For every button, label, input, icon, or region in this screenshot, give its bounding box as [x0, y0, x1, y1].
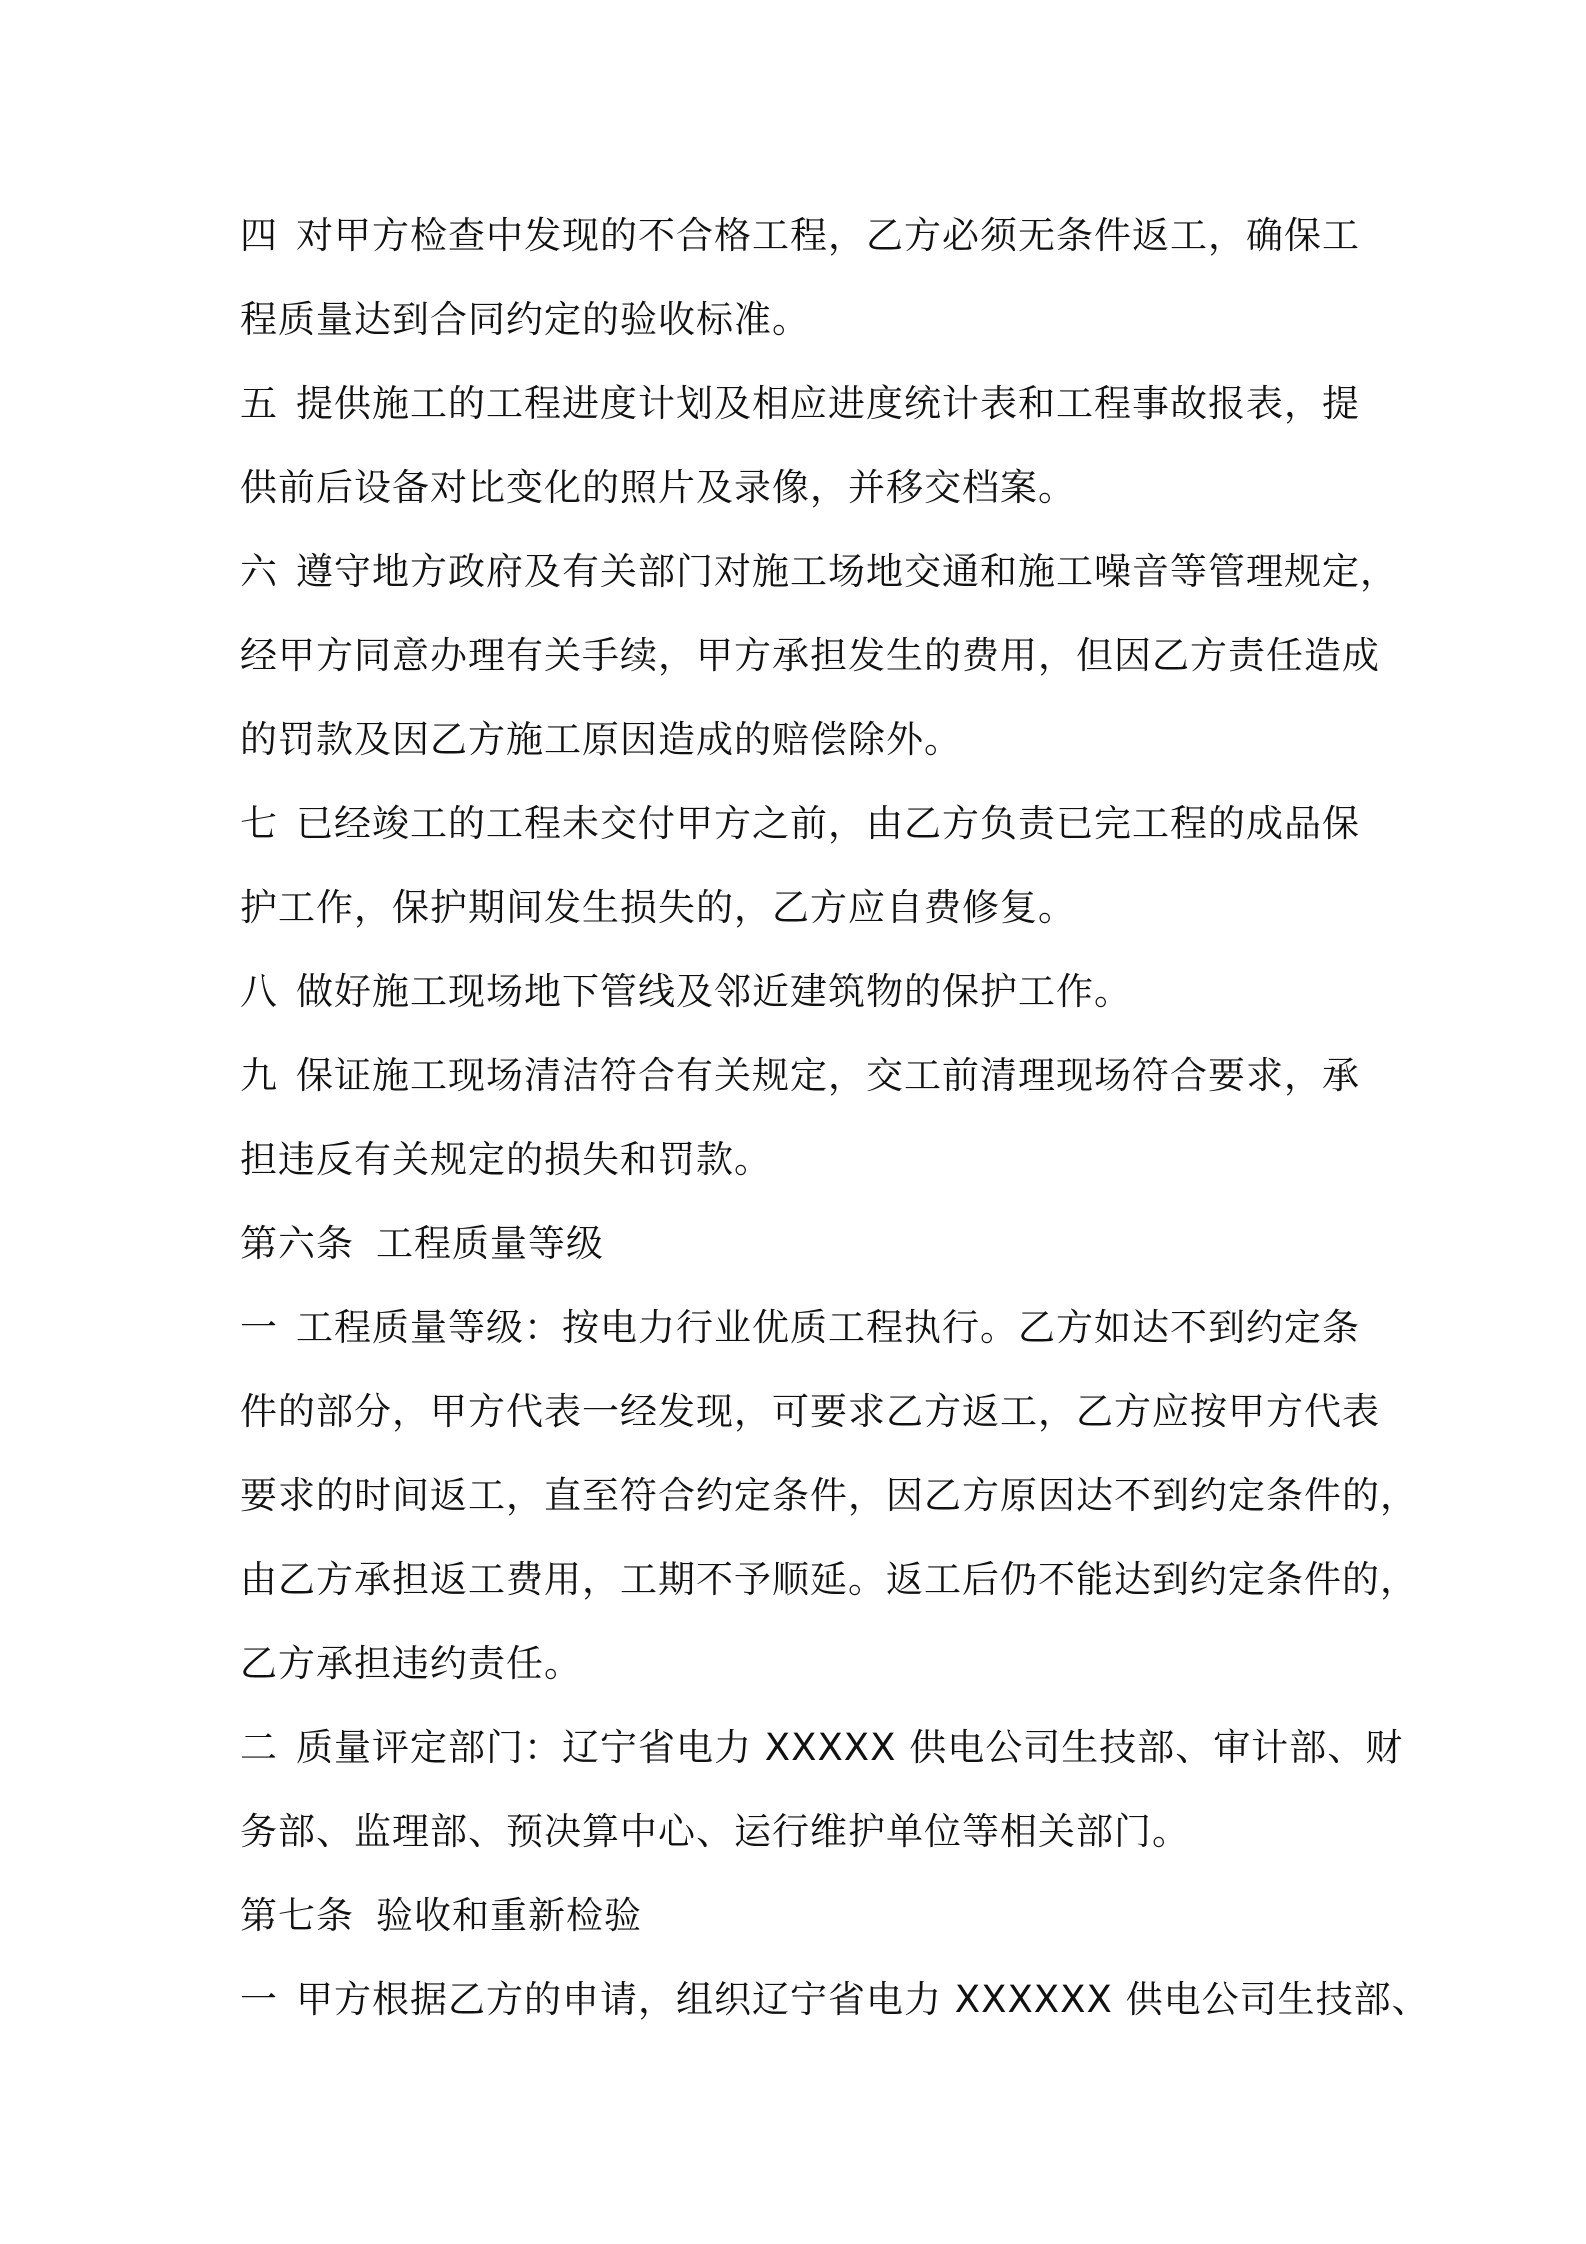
clause-text: 务部、监理部、预决算中心、运行维护单位等相关部门。	[240, 1810, 1190, 1853]
clause-line	[240, 530, 1398, 614]
clause-number: 九	[240, 1054, 278, 1097]
clause-line	[240, 1454, 1418, 1538]
clause-text: 乙方承担违约责任。	[240, 1642, 582, 1685]
clause-text: 遵守地方政府及有关部门对施工场地交通和施工噪音等管理规定，	[296, 550, 1398, 593]
clause-line	[240, 446, 1370, 530]
clause-line	[240, 194, 1370, 278]
clause-text: 由乙方承担返工费用，工期不予顺延。返工后仍不能达到约定条件的，	[240, 1558, 1418, 1601]
clause-line	[240, 1034, 1370, 1118]
clause-line	[240, 1286, 1370, 1370]
clause-text: 做好施工现场地下管线及邻近建筑物的保护工作。	[296, 970, 1132, 1013]
article-title: 验收和重新检验	[376, 1894, 642, 1937]
clause-line	[240, 1622, 1370, 1706]
clause-text: 已经竣工的工程未交付甲方之前，由乙方负责已完工程的成品保	[296, 802, 1360, 845]
clause-text: 质量评定部门：辽宁省电力 XXXXX 供电公司生技部、审计部、财	[296, 1726, 1404, 1769]
clause-text: 要求的时间返工，直至符合约定条件，因乙方原因达不到约定条件的，	[240, 1474, 1418, 1517]
clause-text: 提供施工的工程进度计划及相应进度统计表和工程事故报表，提	[296, 382, 1360, 425]
clause-line	[240, 614, 1380, 698]
clause-line	[240, 1538, 1418, 1622]
clause-text: 保证施工现场清洁符合有关规定，交工前清理现场符合要求，承	[296, 1054, 1360, 1097]
clause-number: 一	[240, 1306, 278, 1349]
clause-text: 担违反有关规定的损失和罚款。	[240, 1138, 772, 1181]
clause-text: 对甲方检查中发现的不合格工程，乙方必须无条件返工，确保工	[296, 214, 1360, 257]
clause-text: 程质量达到合同约定的验收标准。	[240, 298, 810, 341]
clause-line	[240, 1118, 1370, 1202]
clause-text: 护工作，保护期间发生损失的，乙方应自费修复。	[240, 886, 1076, 929]
clause-number: 八	[240, 970, 278, 1013]
clause-number: 六	[240, 550, 278, 593]
clause-number: 五	[240, 382, 278, 425]
article-heading	[240, 1202, 1370, 1286]
clause-line	[240, 782, 1370, 866]
article-title: 工程质量等级	[376, 1222, 604, 1265]
clause-text: 的罚款及因乙方施工原因造成的赔偿除外。	[240, 718, 962, 761]
clause-text: 件的部分，甲方代表一经发现，可要求乙方返工，乙方应按甲方代表	[240, 1390, 1380, 1433]
article-heading	[240, 1874, 1370, 1958]
clause-line	[240, 1370, 1380, 1454]
clause-line	[240, 1958, 1430, 2042]
clause-text: 经甲方同意办理有关手续，甲方承担发生的费用，但因乙方责任造成	[240, 634, 1380, 677]
clause-line	[240, 698, 1370, 782]
clause-line	[240, 362, 1370, 446]
article-number: 第七条	[240, 1894, 354, 1937]
document-body	[240, 194, 1430, 2042]
clause-number: 一	[240, 1978, 278, 2021]
article-number: 第六条	[240, 1222, 354, 1265]
clause-line	[240, 1790, 1370, 1874]
clause-line	[240, 950, 1370, 1034]
clause-line	[240, 866, 1370, 950]
clause-line	[240, 278, 1370, 362]
clause-number: 二	[240, 1726, 278, 1769]
clause-text: 供前后设备对比变化的照片及录像，并移交档案。	[240, 466, 1076, 509]
clause-text: 甲方根据乙方的申请，组织辽宁省电力 XXXXXX 供电公司生技部、	[296, 1978, 1430, 2021]
clause-number: 七	[240, 802, 278, 845]
clause-line	[240, 1706, 1404, 1790]
clause-number: 四	[240, 214, 278, 257]
clause-text: 工程质量等级：按电力行业优质工程执行。乙方如达不到约定条	[296, 1306, 1360, 1349]
